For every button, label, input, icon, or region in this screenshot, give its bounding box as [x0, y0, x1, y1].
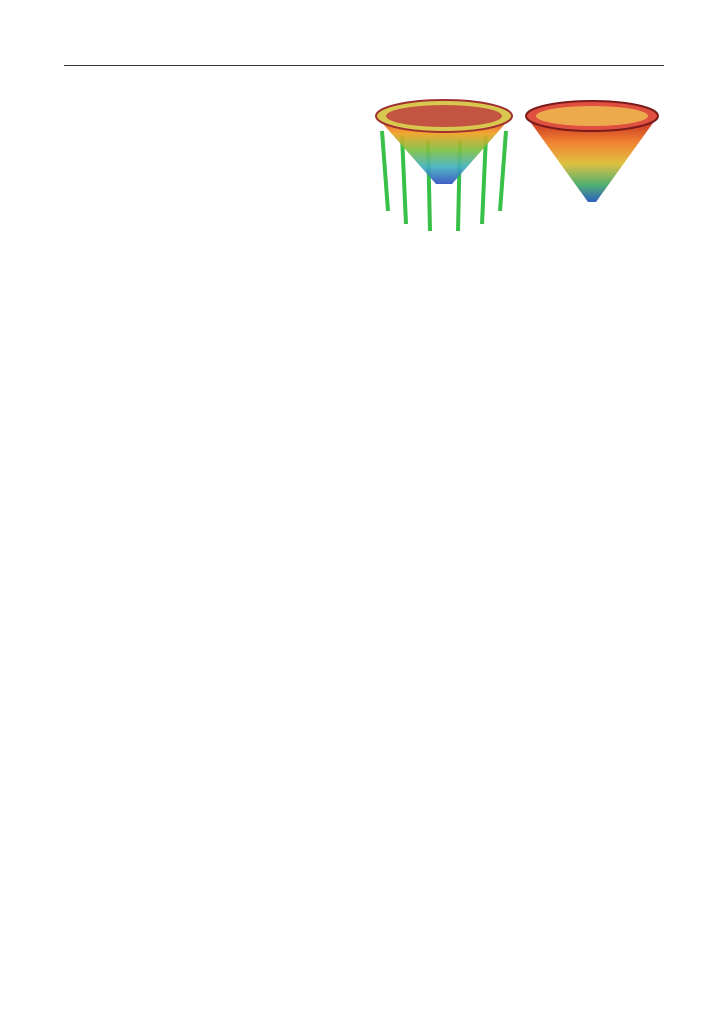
header-rule — [64, 65, 664, 66]
right-column — [372, 82, 664, 250]
fig4a-model-image — [372, 86, 516, 236]
fig4b-model-image — [520, 86, 664, 236]
figure-4 — [372, 86, 664, 238]
